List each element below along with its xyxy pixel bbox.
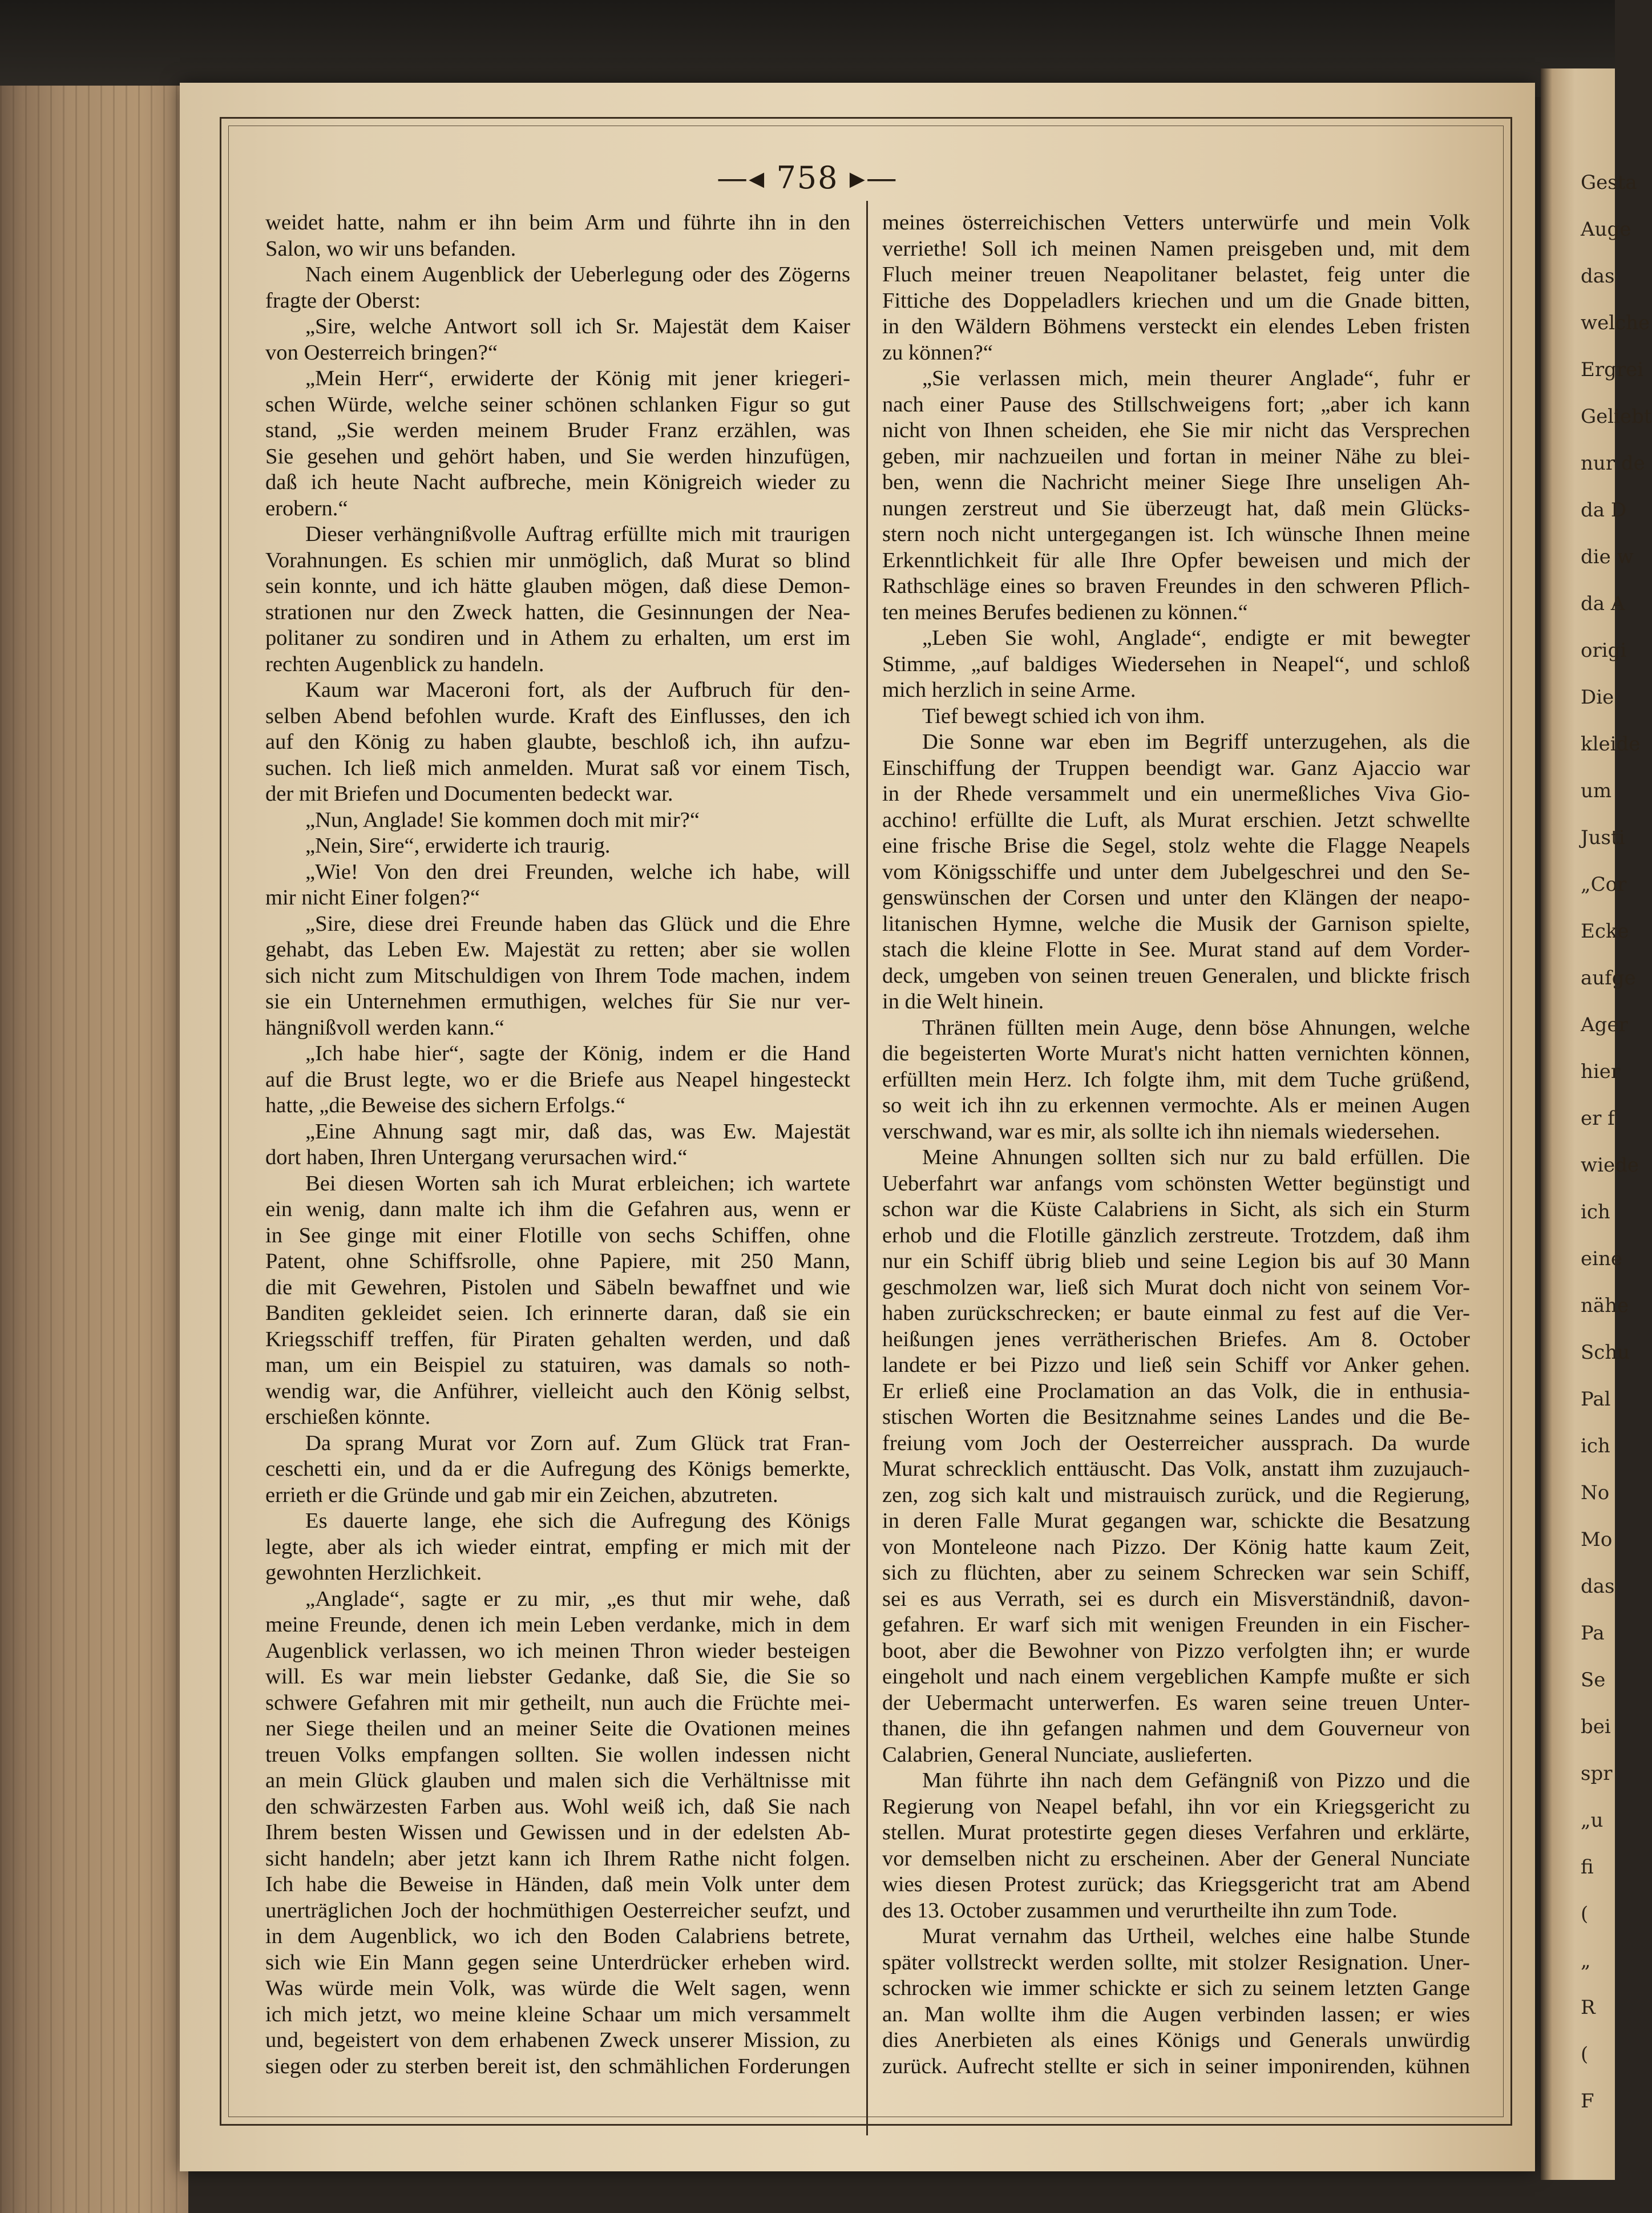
text-line: auf den König zu haben glaubte, beschloß ich, ihn aufzu-: [265, 730, 850, 754]
facing-page-fragment: Ager: [1581, 1013, 1628, 1036]
text-line: Banditen gekleidet seien. Ich erinnerte daran, daß sie ein: [265, 1301, 850, 1325]
text-line: man, um ein Beispiel zu statuiren, was damals so noth-: [265, 1353, 850, 1377]
text-line: meine Freunde, denen ich mein Leben verdanke, mich in dem: [265, 1613, 850, 1637]
text-line: später vollstreckt werden sollte, mit stolzer Resignation. Uner-: [882, 1950, 1470, 1974]
text-line: in den Wäldern Böhmens versteckt ein elendes Leben fristen: [882, 314, 1470, 338]
text-line: Da sprang Murat vor Zorn auf. Zum Glück trat Fran-: [305, 1431, 850, 1455]
facing-page-fragment: er f: [1581, 1107, 1615, 1130]
facing-page-fragment: Geliebt: [1581, 405, 1652, 428]
text-line: geschmolzen war, ließ sich Murat doch nicht von seinem Vor-: [882, 1275, 1470, 1299]
facing-page-fragment: F: [1581, 2090, 1594, 2113]
text-line: legte, aber als ich wieder eintrat, empfing er mich mit der: [265, 1534, 850, 1559]
facing-page-fragment: „u: [1581, 1809, 1603, 1832]
facing-page-edge: [1541, 68, 1652, 2180]
text-column-right: [882, 210, 1470, 2127]
facing-page-fragment: Ecke: [1581, 920, 1629, 943]
facing-page-fragment: eine: [1581, 1247, 1623, 1270]
text-line: Patent, ohne Schiffsrolle, ohne Papiere, mit 250 Mann,: [265, 1249, 850, 1273]
text-line: verschwand, war es mir, als sollte ich ihn niemals wiedersehen.: [882, 1119, 1440, 1144]
text-line: treuen Volks empfangen sollten. Sie wollen indessen nicht: [265, 1742, 850, 1767]
text-line: sich nicht zum Mitschuldigen von Ihrem Tode machen, indem: [265, 963, 850, 988]
text-line: „Anglade“, sagte er zu mir, „es thut mir wehe, daß: [305, 1586, 850, 1611]
facing-page-fragment: Ergrei: [1581, 358, 1644, 381]
text-line: schon war die Küste Calabriens in Sicht, als sich ein Sturm: [882, 1197, 1470, 1221]
text-line: unerträglichen Joch der hochmüthigen Oesterreicher seufzt, und: [265, 1898, 850, 1923]
text-line: Murat vernahm das Urtheil, welches eine halbe Stunde: [922, 1924, 1470, 1948]
facing-page-fragment: hier: [1581, 1060, 1621, 1083]
text-line: „Sire, diese drei Freunde haben das Glück und die Ehre: [305, 911, 850, 936]
text-line: der Uebermacht unterwerfen. Es waren seine treuen Unter-: [882, 1690, 1470, 1715]
text-line: Nach einem Augenblick der Ueberlegung oder des Zögerns: [305, 263, 850, 286]
facing-page-fragment: „Cor: [1581, 873, 1627, 896]
text-line: sicht handeln; aber jetzt kann ich Ihrem Rathe nicht folgen.: [265, 1846, 850, 1871]
text-line: Ihrem besten Wissen und Gewissen und in der edelsten Ab-: [265, 1820, 850, 1844]
text-line: zu können?“: [882, 340, 993, 365]
text-line: litanischen Hymne, welche die Musik der Garnison spielte,: [882, 911, 1470, 936]
facing-page-fragment: nur de: [1581, 452, 1645, 475]
text-line: „Leben Sie wohl, Anglade“, endigte er mit bewegter: [922, 626, 1470, 650]
text-line: suchen. Ich ließ mich anmelden. Murat saß vor einem Tisch,: [265, 756, 850, 780]
text-line: hatte, „die Beweise des sichern Erfolgs.“: [265, 1093, 625, 1117]
text-line: schwere Gefahren mit mir getheilt, nun auch die Früchte mei-: [265, 1690, 850, 1715]
text-line: „Sie verlassen mich, mein theurer Anglade“, fuhr er: [922, 366, 1470, 390]
text-line: stern noch nicht untergegangen ist. Ich wünsche Ihnen meine: [882, 522, 1470, 546]
text-line: wendig war, die Anführer, vielleicht auch den König selbst,: [265, 1379, 850, 1403]
text-line: Bei diesen Worten sah ich Murat erbleichen; ich wartete: [305, 1171, 850, 1196]
page-number-value: 758: [776, 160, 839, 196]
facing-page-fragment: origi: [1581, 639, 1627, 662]
text-line: Dieser verhängnißvolle Auftrag erfüllte mich mit traurigen: [305, 522, 850, 546]
facing-page-fragment: Justi: [1581, 826, 1625, 849]
text-line: Er erließ eine Proclamation an das Volk, die in enthusia-: [882, 1379, 1470, 1403]
facing-page-fragment: kleide: [1581, 733, 1641, 756]
facing-page-fragment: No: [1581, 1481, 1610, 1504]
text-line: ten meines Berufes bedienen zu können.“: [882, 600, 1248, 624]
facing-page-fragment: bei: [1581, 1715, 1611, 1738]
text-line: Die Sonne war eben im Begriff unterzugehen, als die: [922, 730, 1470, 754]
text-line: fragte der Oberst:: [265, 288, 421, 313]
text-line: schen Würde, welche seiner schönen schlanken Figur so gut: [265, 392, 850, 417]
text-line: Augenblick verlassen, wo ich meinen Thron wieder besteigen: [265, 1638, 850, 1663]
text-line: Stimme, „auf baldiges Wiedersehen in Neapel“, und schloß: [882, 652, 1470, 676]
text-line: Thränen füllten mein Auge, denn böse Ahnungen, welche: [922, 1015, 1470, 1040]
text-line: in die Welt hinein.: [882, 990, 1044, 1013]
text-line: so weit ich ihn zu erkennen vermochte. Als er meinen Augen: [882, 1093, 1470, 1117]
text-line: strationen nur den Zweck hatten, die Gesinnungen der Nea-: [265, 600, 850, 624]
text-line: Fittiche des Doppeladlers kriechen und um die Gnade bitten,: [882, 288, 1470, 313]
text-line: heißungen jenes verrätherischen Briefes. Am 8. October: [882, 1327, 1470, 1351]
text-line: stach die kleine Flotte in See. Murat stand auf dem Vorder-: [882, 938, 1470, 962]
text-line: will. Es war mein liebster Gedanke, daß Sie, die Sie so: [265, 1665, 850, 1689]
text-line: Fluch meiner treuen Neapolitaner belastet, feig unter die: [882, 263, 1470, 286]
text-line: „Sire, welche Antwort soll ich Sr. Majestät dem Kaiser: [305, 314, 850, 338]
facing-page-fragment: das: [1581, 265, 1615, 288]
text-line: Einschiffung der Truppen beendigt war. Ganz Ajaccio war: [882, 756, 1470, 780]
facing-page-fragment: „: [1581, 1949, 1591, 1972]
text-line: zurück. Aufrecht stellte er sich in seiner imponirenden, kühnen: [882, 2054, 1470, 2078]
text-line: weidet hatte, nahm er ihn beim Arm und führte ihn in den: [265, 211, 850, 235]
text-line: politaner zu sondiren und in Athem zu erhalten, um erst im: [265, 626, 850, 650]
facing-page-fragment: Se: [1581, 1669, 1606, 1691]
text-line: gefahren. Er warf sich mit wenigen Freunden in ein Fischer-: [882, 1613, 1470, 1637]
text-line: erschießen könnte.: [265, 1405, 431, 1429]
ornament-right: ▸—: [838, 160, 898, 196]
page-number: [0, 160, 1615, 196]
text-line: die begeisterten Worte Murat's nicht hatten vernichten können,: [882, 1041, 1470, 1065]
facing-page-fragment: Pa: [1581, 1622, 1605, 1645]
text-line: „Ich habe hier“, sagte der König, indem er die Hand: [305, 1041, 850, 1065]
text-line: siegen oder zu sterben bereit ist, den schmählichen Forderungen: [265, 2054, 850, 2078]
text-line: auf die Brust legte, wo er die Briefe aus Neapel hingesteckt: [265, 1067, 850, 1092]
facing-page-fragment: Die: [1581, 686, 1614, 709]
text-line: vor demselben nicht zu erscheinen. Aber der General Nunciate: [882, 1846, 1470, 1871]
facing-page-fragment: spr: [1581, 1762, 1613, 1785]
text-line: Ich habe die Beweise in Händen, daß mein Volk unter dem: [265, 1872, 850, 1896]
facing-page-fragment: (: [1581, 1903, 1589, 1925]
text-line: sich wie Ein Mann gegen seine Unterdrücker erheben wird.: [265, 1950, 850, 1974]
text-line: stischen Worten die Besitznahme seines Landes und die Be-: [882, 1405, 1470, 1429]
text-line: ich mich jetzt, wo meine kleine Schaar um mich versammelt: [265, 2002, 850, 2026]
text-line: Kriegsschiff treffen, für Piraten gehalten werden, und daß: [265, 1327, 850, 1351]
facing-page-fragment: ich: [1581, 1201, 1610, 1223]
text-line: boot, aber die Bewohner von Pizzo verfolgten ihn; er wurde: [882, 1638, 1470, 1663]
text-line: schrocken wie immer schickte er sich zu seinem letzten Gange: [882, 1976, 1470, 2000]
text-line: die mit Gewehren, Pistolen und Säbeln bewaffnet und wie: [265, 1275, 850, 1299]
text-line: und, begeistert von dem erhabenen Zweck unserer Mission, zu: [265, 2028, 850, 2052]
facing-page-fragment: Pal: [1581, 1388, 1611, 1411]
text-line: vom Königsschiffe und unter dem Jubelgeschrei und den Se-: [882, 859, 1470, 884]
text-line: landete er bei Pizzo und ließ sein Schiff vor Anker gehen.: [882, 1353, 1470, 1377]
text-line: Ueberfahrt war anfangs vom schönsten Wetter begünstigt und: [882, 1171, 1470, 1196]
text-line: ceschetti ein, und da er die Aufregung des Königs bemerkte,: [265, 1457, 850, 1481]
text-line: verriethe! Soll ich meinen Namen preisgeben und, mit dem: [882, 236, 1470, 261]
text-line: erobern.“: [265, 496, 348, 520]
text-line: „Eine Ahnung sagt mir, daß das, was Ew. Majestät: [305, 1119, 850, 1144]
text-line: Regierung von Neapel befahl, ihn vor ein Kriegsgericht zu: [882, 1794, 1470, 1819]
text-line: eingeholt und nach einem vergeblichen Kampfe mußte er sich: [882, 1665, 1470, 1689]
text-line: thanen, die ihn gefangen nahmen und dem Gouverneur von: [882, 1717, 1470, 1740]
facing-page-fragment: nähe: [1581, 1294, 1629, 1317]
text-line: ein wenig, dann malte ich ihm die Gefahren aus, wenn er: [265, 1197, 850, 1221]
text-line: deck, umgeben von seinen treuen Generalen, und blickte frisch: [882, 963, 1470, 988]
text-line: Vorahnungen. Es schien mir unmöglich, daß Murat so blind: [265, 548, 850, 572]
text-line: genswünschen der Corsen und unter den Klängen der neapo-: [882, 886, 1470, 910]
text-line: sei es aus Verrath, sei es durch ein Misverständniß, davon-: [882, 1586, 1470, 1611]
text-line: an. Man wollte ihm die Augen verbinden lassen; er wies: [882, 2002, 1470, 2026]
text-line: gewohnten Herzlichkeit.: [265, 1561, 482, 1585]
text-line: haben zurückschrecken; er baute einmal zu fest auf die Ver-: [882, 1301, 1470, 1325]
text-line: erfüllten mein Herz. Ich folgte ihm, mit dem Tuche grüßend,: [882, 1067, 1470, 1092]
text-line: Sie gesehen und gehört haben, und Sie werden hinzufügen,: [265, 444, 850, 469]
text-line: sie ein Unternehmen ermuthigen, welches für Sie nur ver-: [265, 990, 850, 1013]
text-column-left: [265, 210, 850, 2127]
text-line: in deren Falle Murat gegangen war, schickte die Besatzung: [882, 1509, 1470, 1533]
text-line: mir nicht Einer folgen?“: [265, 886, 480, 910]
facing-page-fragment: die w: [1581, 546, 1634, 568]
facing-page-fragment: da D: [1581, 499, 1627, 522]
text-line: den schwärzesten Farben aus. Wohl weiß ich, daß Sie nach: [265, 1794, 850, 1819]
text-line: hängnißvoll werden kann.“: [265, 1015, 504, 1040]
text-line: freiung vom Joch der Oesterreicher aussprach. Da wurde: [882, 1431, 1470, 1455]
facing-page-fragment: wiede: [1581, 1154, 1639, 1177]
text-line: ner Siege theilen und an meiner Seite die Ovationen meines: [265, 1717, 850, 1740]
text-line: des 13. October zusammen und verurtheilte ihn zum Tode.: [882, 1898, 1397, 1923]
text-line: wies diesen Protest zurück; das Kriegsgericht trat am Abend: [882, 1872, 1470, 1896]
facing-page-fragment: Gesta: [1581, 171, 1637, 194]
text-line: Man führte ihn nach dem Gefängniß von Pizzo und die: [922, 1768, 1470, 1792]
text-line: zen, zog sich kalt und mistrauisch zurück, und die Regierung,: [882, 1483, 1470, 1507]
text-line: der mit Briefen und Documenten bedeckt war.: [265, 782, 673, 806]
text-line: dort haben, Ihren Untergang verursachen wird.“: [265, 1145, 688, 1169]
text-line: Erkenntlichkeit für alle Ihre Opfer beweisen und mich der: [882, 548, 1470, 572]
facing-page-fragment: das: [1581, 1575, 1615, 1598]
text-line: in dem Augenblick, wo ich den Boden Calabriens betrete,: [265, 1924, 850, 1948]
facing-page-fragment: da A: [1581, 592, 1625, 615]
text-line: mich herzlich in seine Arme.: [882, 678, 1136, 702]
facing-page-fragment: fi: [1581, 1856, 1594, 1879]
text-line: ben, wenn die Nachricht meiner Siege Ihre unseligen Ah-: [882, 470, 1470, 494]
text-line: Salon, wo wir uns befanden.: [265, 236, 516, 261]
column-divider: [866, 201, 868, 2135]
text-line: gehabt, das Leben Ew. Majestät zu retten; aber sie wollen: [265, 938, 850, 962]
text-line: Calabrien, General Nunciate, auslieferten.: [882, 1742, 1253, 1767]
text-line: Es dauerte lange, ehe sich die Aufregung des Königs: [305, 1509, 850, 1533]
facing-page-fragment: Mo: [1581, 1528, 1613, 1551]
text-line: Tief bewegt schied ich von ihm.: [922, 704, 1205, 728]
text-line: daß ich heute Nacht aufbreche, mein Königreich wieder zu: [265, 470, 850, 494]
text-line: „Nun, Anglade! Sie kommen doch mit mir?“: [305, 807, 700, 832]
text-line: errieth er die Gründe und gab mir ein Zeichen, abzutreten.: [265, 1483, 778, 1507]
book-page-stack-left: [0, 86, 188, 2213]
text-line: geben, mir nachzueilen und fortan in meiner Nähe zu blei-: [882, 444, 1470, 469]
text-line: sein konnte, und ich hätte glauben mögen, daß diese Demon-: [265, 574, 850, 598]
text-line: nur ein Schiff übrig blieb und seine Legion bis auf 30 Mann: [882, 1249, 1470, 1273]
facing-page-fragment: um: [1581, 780, 1612, 802]
text-line: meines österreichischen Vetters unterwürfe und mein Volk: [882, 211, 1470, 235]
text-line: erhob und die Flotille gänzlich zerstreute. Trotzdem, daß ihm: [882, 1223, 1470, 1247]
facing-page-fragment: ich: [1581, 1435, 1610, 1457]
text-line: Meine Ahnungen sollten sich nur zu bald erfüllen. Die: [922, 1145, 1470, 1169]
text-line: Murat schrecklich enttäuscht. Das Volk, anstatt ihm zuzujauch-: [882, 1457, 1470, 1481]
facing-page-fragment: aufge: [1581, 967, 1636, 990]
text-line: rechten Augenblick zu handeln.: [265, 652, 544, 676]
ornament-left: —◂: [717, 160, 777, 196]
facing-page-fragment: welche: [1581, 312, 1650, 334]
text-line: acchino! erfüllte die Luft, als Murat erschien. Jetzt schwellte: [882, 807, 1470, 832]
text-line: in See ginge mit einer Flotille von sechs Schiffen, ohne: [265, 1223, 850, 1247]
facing-page-fragment: Auge: [1581, 218, 1631, 241]
text-line: eine frische Brise die Segel, stolz wehte die Flagge Neapels: [882, 834, 1470, 858]
text-line: an mein Glück glauben und malen sich die Verhältnisse mit: [265, 1768, 850, 1792]
text-line: dies Anerbieten als eines Königs und Generals unwürdig: [882, 2028, 1470, 2052]
text-line: Kaum war Maceroni fort, als der Aufbruch für den-: [305, 678, 850, 702]
text-line: selben Abend befohlen wurde. Kraft des Einflusses, den ich: [265, 704, 850, 728]
text-line: Was würde mein Volk, was würde die Welt sagen, wenn: [265, 1976, 850, 2000]
text-line: von Monteleone nach Pizzo. Der König hatte kaum Zeit,: [882, 1534, 1470, 1559]
text-line: stellen. Murat protestirte gegen dieses Verfahren und erklärte,: [882, 1820, 1470, 1844]
text-line: „Mein Herr“, erwiderte der König mit jener kriegeri-: [305, 366, 850, 390]
text-line: von Oesterreich bringen?“: [265, 340, 498, 365]
facing-page-fragment: (: [1581, 2043, 1589, 2066]
text-line: „Nein, Sire“, erwiderte ich traurig.: [305, 834, 611, 858]
text-line: nungen zerstreut und Sie überzeugt hat, daß mein Glücks-: [882, 496, 1470, 520]
text-line: „Wie! Von den drei Freunden, welche ich habe, will: [305, 859, 850, 884]
text-line: nicht von Ihnen scheiden, ehe Sie mir nicht das Versprechen: [882, 418, 1470, 442]
text-line: stand, „Sie werden meinem Bruder Franz erzählen, was: [265, 418, 850, 442]
text-line: nach einer Pause des Stillschweigens fort; „aber ich kann: [882, 392, 1470, 417]
text-line: sich zu flüchten, aber zu seinem Schrecken war sein Schiff,: [882, 1561, 1470, 1585]
facing-page-fragment: Schu: [1581, 1341, 1630, 1364]
text-line: Rathschläge eines so braven Freundes in den schweren Pflich-: [882, 574, 1470, 598]
facing-page-fragment: R: [1581, 1996, 1596, 2019]
text-line: in der Rhede versammelt und ein unermeßliches Viva Gio-: [882, 782, 1470, 806]
